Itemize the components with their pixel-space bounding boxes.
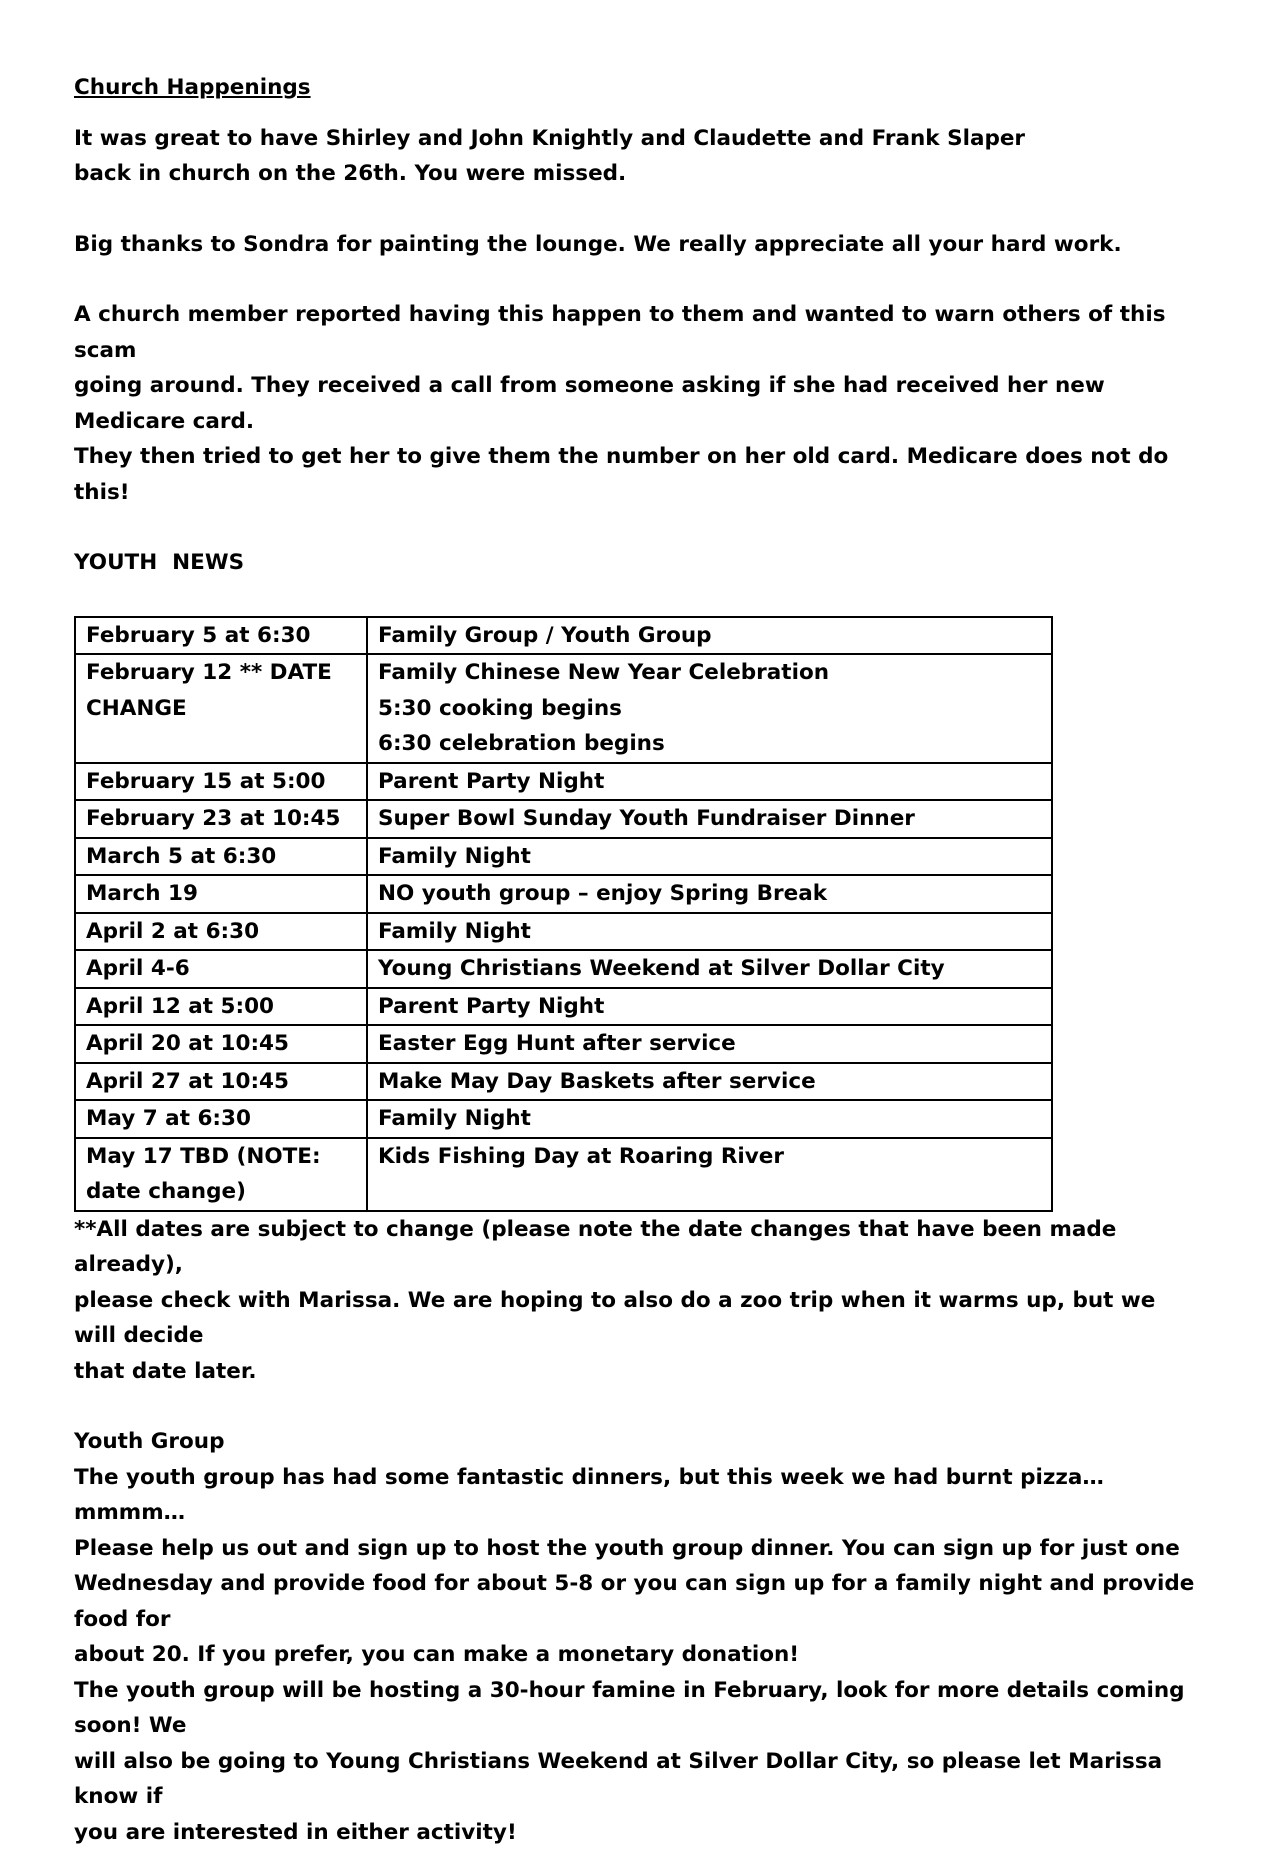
youth-group-section [74,1424,1204,1850]
schedule-date: May 17 TBD (NOTE: [86,1139,356,1175]
schedule-event-cell [367,913,1052,951]
note-line: **All dates are subject to change (please note the date changes that have been made already), [74,1212,1204,1283]
body-line: The youth group will be hosting a 30-hour famine in February, look for more details coming soon! We [74,1673,1204,1744]
schedule-event: Super Bowl Sunday Youth Fundraiser Dinner [378,801,1041,837]
schedule-date-cell [75,913,367,951]
schedule-date-cell [75,654,367,763]
schedule-date-cell [75,1100,367,1138]
schedule-date-cell [75,1025,367,1063]
schedule-event: Family Night [378,839,1041,875]
schedule-event: Young Christians Weekend at Silver Dollar City [378,951,1041,987]
schedule-date-cell [75,617,367,655]
schedule-event-cell [367,1025,1052,1063]
schedule-event-cell [367,988,1052,1026]
schedule-date-cell [75,800,367,838]
schedule-event: NO youth group – enjoy Spring Break [378,876,1041,912]
schedule-event-cell [367,1138,1052,1211]
youth-group-body [74,1460,1204,1850]
schedule-date: April 2 at 6:30 [86,914,356,950]
schedule-date: February 23 at 10:45 [86,801,356,837]
schedule-event-cell [367,763,1052,801]
body-line: you are interested in either activity! [74,1815,1204,1850]
body-line: Please help us out and sign up to host the youth group dinner. You can sign up for just one [74,1531,1204,1567]
schedule-row [75,1025,1052,1063]
youth-news-section [74,545,1204,1424]
schedule-event: 5:30 cooking begins [378,691,1041,727]
paragraph-line: They then tried to get her to give them the number on her old card. Medicare does not do this! [74,439,1204,510]
note-line: that date later. [74,1354,1204,1390]
schedule-event: Family Group / Youth Group [378,618,1041,654]
paragraph-line: going around. They received a call from someone asking if she had received her new Medicare card. [74,368,1204,439]
schedule-event-cell [367,838,1052,876]
schedule-date-cell [75,950,367,988]
schedule-row [75,988,1052,1026]
schedule-date: date change) [86,1174,356,1210]
youth-group-heading: Youth Group [74,1424,1204,1460]
schedule-row [75,800,1052,838]
schedule-row [75,763,1052,801]
schedule-event-cell [367,875,1052,913]
schedule-row [75,838,1052,876]
schedule-date-cell [75,838,367,876]
schedule-event: Family Night [378,1101,1041,1137]
schedule-row [75,913,1052,951]
schedule-note [74,1212,1204,1390]
youth-schedule-table [74,616,1053,1212]
body-line: The youth group has had some fantastic dinners, but this week we had burnt pizza…mmmm… [74,1460,1204,1531]
body-line: will also be going to Young Christians Weekend at Silver Dollar City, so please let Marissa know if [74,1744,1204,1815]
thanks-paragraph: Big thanks to Sondra for painting the lounge. We really appreciate all your hard work. [74,227,1204,263]
church-happenings-heading: Church Happenings [74,70,311,106]
schedule-date: February 12 ** DATE [86,655,356,691]
schedule-date: April 20 at 10:45 [86,1026,356,1062]
schedule-date-cell [75,1063,367,1101]
schedule-date: April 4-6 [86,951,356,987]
welcome-back-paragraph [74,121,1204,192]
schedule-event-cell [367,617,1052,655]
paragraph-line: It was great to have Shirley and John Knightly and Claudette and Frank Slaper [74,121,1204,157]
schedule-date: February 5 at 6:30 [86,618,356,654]
scam-warning-paragraph [74,297,1204,510]
schedule-event-cell [367,654,1052,763]
schedule-date: March 5 at 6:30 [86,839,356,875]
schedule-event: Kids Fishing Day at Roaring River [378,1139,1041,1175]
schedule-event-cell [367,950,1052,988]
schedule-event-cell [367,800,1052,838]
schedule-row [75,875,1052,913]
schedule-row [75,1138,1052,1211]
youth-news-heading: YOUTH NEWS [74,545,1204,581]
paragraph-line: back in church on the 26th. You were missed. [74,156,1204,192]
schedule-row [75,654,1052,763]
schedule-event: Family Night [378,914,1041,950]
schedule-event: Easter Egg Hunt after service [378,1026,1041,1062]
note-line: please check with Marissa. We are hoping to also do a zoo trip when it warms up, but we will decide [74,1283,1204,1354]
schedule-date: April 12 at 5:00 [86,989,356,1025]
schedule-event: Make May Day Baskets after service [378,1064,1041,1100]
schedule-date: February 15 at 5:00 [86,764,356,800]
schedule-row [75,950,1052,988]
schedule-event-cell [367,1063,1052,1101]
schedule-row [75,1063,1052,1101]
schedule-event: 6:30 celebration begins [378,726,1041,762]
church-happenings-section [74,70,1204,545]
schedule-date-cell [75,1138,367,1211]
schedule-date-cell [75,988,367,1026]
schedule-date-cell [75,763,367,801]
schedule-event: Parent Party Night [378,764,1041,800]
body-line: Wednesday and provide food for about 5-8 or you can sign up for a family night and provide food for [74,1566,1204,1637]
schedule-date: May 7 at 6:30 [86,1101,356,1137]
schedule-date: April 27 at 10:45 [86,1064,356,1100]
schedule-date: March 19 [86,876,356,912]
schedule-event: Parent Party Night [378,989,1041,1025]
schedule-event: Family Chinese New Year Celebration [378,655,1041,691]
schedule-date-cell [75,875,367,913]
schedule-event-cell [367,1100,1052,1138]
schedule-row [75,617,1052,655]
body-line: about 20. If you prefer, you can make a monetary donation! [74,1637,1204,1673]
paragraph-line: A church member reported having this happen to them and wanted to warn others of this scam [74,297,1204,368]
schedule-row [75,1100,1052,1138]
schedule-date: CHANGE [86,691,356,727]
newsletter-page [74,70,1204,1850]
